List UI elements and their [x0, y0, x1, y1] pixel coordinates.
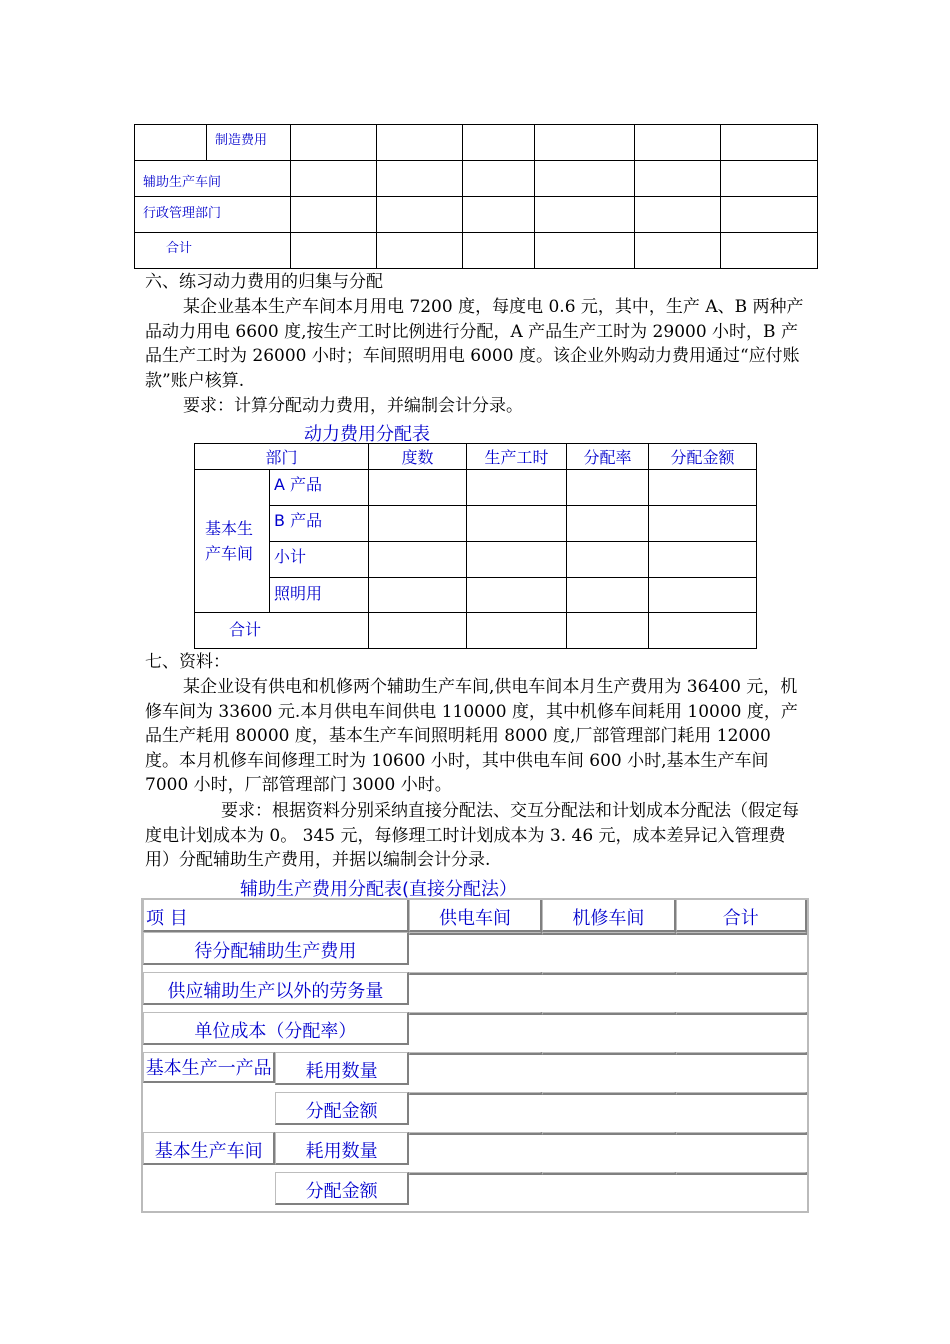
header-repair-workshop: 机修车间 [542, 900, 675, 932]
row-unit-cost: 单位成本（分配率） [143, 1012, 409, 1045]
power-cost-table-title: 动力费用分配表 [304, 424, 430, 445]
power-cost-allocation-table [194, 443, 757, 649]
sub-consumed-qty-1: 耗用数量 [275, 1052, 408, 1085]
header-item: 项 目 [143, 900, 409, 932]
header-work-hours: 生产工时 [467, 444, 567, 470]
table-row [142, 1132, 808, 1172]
section6-requirement: 要求：计算分配动力费用，并编制会计分录。 [183, 396, 523, 416]
row-total: 合计 [229, 620, 262, 639]
table-row [142, 932, 808, 972]
table-header-row [142, 899, 808, 932]
section7-requirement: 要求：根据资料分别采纳直接分配法、交互分配法和计划成本分配法（假定每度电计划成本为 0。 345 元，每修理工时计划成本为 3. 46 元，成本差异记入管理费用）分配辅助生产费用，并据以编制会计分录. [145, 801, 799, 870]
aux-cost-table-title: 辅助生产费用分配表(直接分配法） [240, 879, 518, 900]
table-row [135, 125, 818, 161]
section7-heading: 七、资料： [145, 652, 230, 672]
row-label-total: 合计 [166, 241, 193, 256]
row-external-service: 供应辅助生产以外的劳务量 [143, 972, 409, 1005]
table-row [195, 470, 757, 506]
table-row [142, 1012, 808, 1052]
sub-allocated-amount-1: 分配金额 [275, 1092, 408, 1125]
item-product-b: B 产品 [274, 511, 323, 530]
table-row [135, 161, 818, 197]
table-row [142, 1052, 808, 1092]
table-row [135, 233, 818, 269]
group-label-basic-workshop: 基本生产车间 [205, 519, 254, 563]
sub-consumed-qty-2: 耗用数量 [275, 1132, 408, 1165]
header-kwh: 度数 [369, 444, 467, 470]
table-header-row [195, 444, 757, 470]
row-label-aux-workshop: 辅助生产车间 [143, 175, 222, 190]
item-subtotal: 小计 [274, 547, 307, 566]
header-rate: 分配率 [567, 444, 649, 470]
aux-production-cost-table [141, 898, 809, 1213]
table-row [195, 506, 757, 542]
row-pending-cost: 待分配辅助生产费用 [143, 932, 409, 965]
item-product-a: A 产品 [274, 475, 323, 494]
section6-paragraph: 某企业基本生产车间本月用电 7200 度，每度电 0.6 元，其中，生产 A、B 两种产品动力用电 6600 度,按生产工时比例进行分配，A 产品生产工时为 29000 小时，B 产品生产工时为 26000 小时；车间照明用电 6000 度。该企业外购动力费用通过“应付账款”账户核算. [145, 297, 804, 391]
header-amount: 分配金额 [649, 444, 757, 470]
section6-heading: 六、练习动力费用的归集与分配 [145, 272, 383, 292]
sub-allocated-amount-2: 分配金额 [275, 1172, 408, 1205]
group-basic-workshop: 基本生产车间 [143, 1132, 275, 1165]
row-label-manufacturing-cost: 制造费用 [215, 133, 268, 148]
section7-paragraph: 某企业设有供电和机修两个辅助生产车间,供电车间本月生产费用为 36400 元，机修车间为 33600 元.本月供电车间供电 110000 度，其中机修车间耗用 10000 度，产品生产耗用 80000 度，基本生产车间照明耗用 8000 度,厂部管理部门耗用 12000 度。本月机修车间修理工时为 10600 小时，其中供电车间 600 小时,基本生产车间 7000 小时，厂部管理部门 3000 小时。 [145, 677, 798, 795]
table-row [142, 972, 808, 1012]
header-dept: 部门 [195, 444, 369, 470]
table-row [195, 542, 757, 578]
table-row [195, 613, 757, 649]
table-row [195, 578, 757, 613]
header-power-workshop: 供电车间 [409, 900, 542, 932]
header-total: 合计 [676, 900, 807, 932]
table-row [135, 197, 818, 233]
table-expense-allocation-partial [134, 124, 818, 269]
item-lighting: 照明用 [274, 584, 323, 603]
group-basic-product: 基本生产一产品 [143, 1052, 275, 1083]
row-label-admin-dept: 行政管理部门 [143, 206, 222, 221]
